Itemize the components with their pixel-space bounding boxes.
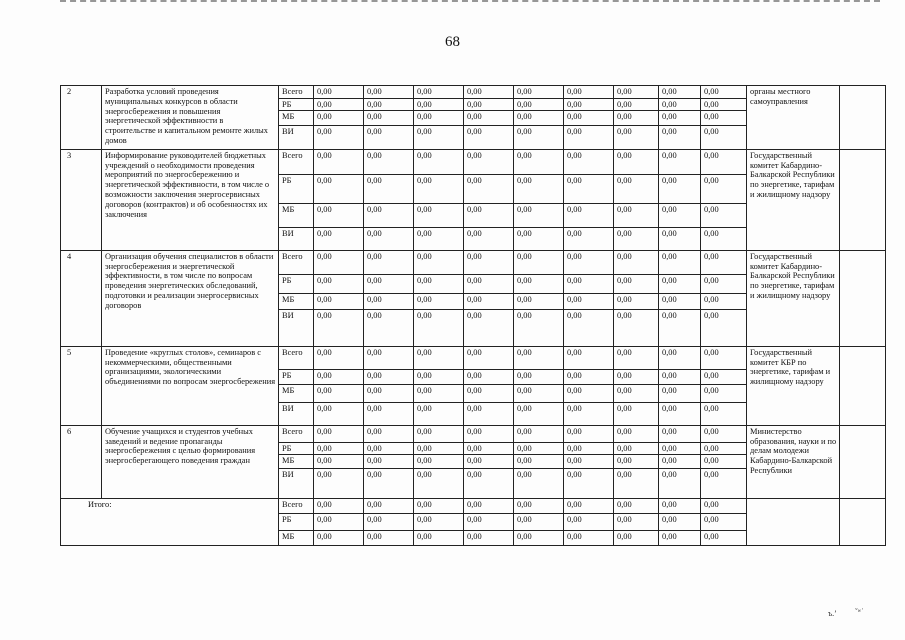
- executor-cell: Государственный комитет КБР по энергетике, тарифам и жилищному надзору: [747, 346, 840, 425]
- value-cell: 0,00: [364, 149, 414, 174]
- value-cell: 0,00: [659, 149, 701, 174]
- value-cell: 0,00: [659, 110, 701, 125]
- value-cell: 0,00: [414, 99, 464, 111]
- value-cell: 0,00: [414, 309, 464, 346]
- value-cell: 0,00: [364, 227, 414, 250]
- funding-source-label: ВИ: [279, 227, 314, 250]
- value-cell: 0,00: [414, 346, 464, 369]
- value-cell: 0,00: [464, 174, 514, 203]
- value-cell: 0,00: [464, 384, 514, 402]
- value-cell: 0,00: [514, 402, 564, 425]
- value-cell: 0,00: [659, 384, 701, 402]
- funding-source-label: РБ: [279, 99, 314, 111]
- value-cell: 0,00: [314, 174, 364, 203]
- value-cell: 0,00: [614, 384, 659, 402]
- funding-source-label: Всего: [279, 250, 314, 274]
- value-cell: 0,00: [414, 402, 464, 425]
- value-cell: 0,00: [314, 442, 364, 454]
- value-cell: 0,00: [414, 174, 464, 203]
- value-cell: 0,00: [314, 203, 364, 227]
- value-cell: 0,00: [314, 110, 364, 125]
- value-cell: 0,00: [514, 468, 564, 498]
- value-cell: 0,00: [701, 203, 747, 227]
- value-cell: 0,00: [314, 454, 364, 468]
- value-cell: 0,00: [414, 110, 464, 125]
- value-cell: 0,00: [564, 402, 614, 425]
- value-cell: 0,00: [464, 99, 514, 111]
- value-cell: 0,00: [464, 454, 514, 468]
- value-cell: 0,00: [564, 149, 614, 174]
- value-cell: 0,00: [364, 293, 414, 309]
- value-cell: 0,00: [659, 125, 701, 149]
- value-cell: 0,00: [314, 498, 364, 513]
- value-cell: 0,00: [364, 442, 414, 454]
- table-row: [61, 425, 886, 442]
- value-cell: 0,00: [659, 468, 701, 498]
- value-cell: 0,00: [564, 309, 614, 346]
- value-cell: 0,00: [464, 203, 514, 227]
- value-cell: 0,00: [464, 530, 514, 545]
- value-cell: 0,00: [464, 425, 514, 442]
- value-cell: 0,00: [464, 149, 514, 174]
- funding-source-label: ВИ: [279, 309, 314, 346]
- value-cell: 0,00: [364, 86, 414, 99]
- value-cell: 0,00: [314, 530, 364, 545]
- measure-description: Обучение учащихся и студентов учебных заведений и ведение пропаганды энергосбережения с целью формирования энергосберегающего поведения граждан: [102, 425, 279, 498]
- executor-cell: Министерство образования, науки и по делам молодежи Кабардино-Балкарской Республики: [747, 425, 840, 498]
- value-cell: 0,00: [614, 402, 659, 425]
- value-cell: 0,00: [701, 468, 747, 498]
- value-cell: 0,00: [364, 454, 414, 468]
- value-cell: 0,00: [701, 110, 747, 125]
- value-cell: 0,00: [614, 309, 659, 346]
- value-cell: 0,00: [364, 309, 414, 346]
- value-cell: 0,00: [514, 293, 564, 309]
- funding-source-label: ВИ: [279, 125, 314, 149]
- value-cell: 0,00: [464, 110, 514, 125]
- value-cell: 0,00: [564, 369, 614, 384]
- row-number: 6: [61, 425, 102, 498]
- row-number: 5: [61, 346, 102, 425]
- value-cell: 0,00: [314, 149, 364, 174]
- value-cell: 0,00: [314, 513, 364, 530]
- funding-source-label: МБ: [279, 110, 314, 125]
- value-cell: 0,00: [514, 227, 564, 250]
- value-cell: 0,00: [514, 203, 564, 227]
- value-cell: 0,00: [464, 250, 514, 274]
- value-cell: 0,00: [514, 149, 564, 174]
- empty-cell: [747, 498, 840, 545]
- value-cell: 0,00: [659, 442, 701, 454]
- funding-source-label: Всего: [279, 346, 314, 369]
- value-cell: 0,00: [414, 203, 464, 227]
- value-cell: 0,00: [659, 174, 701, 203]
- value-cell: 0,00: [659, 513, 701, 530]
- value-cell: 0,00: [364, 346, 414, 369]
- value-cell: 0,00: [364, 369, 414, 384]
- value-cell: 0,00: [614, 293, 659, 309]
- value-cell: 0,00: [614, 99, 659, 111]
- value-cell: 0,00: [464, 468, 514, 498]
- value-cell: 0,00: [464, 346, 514, 369]
- value-cell: 0,00: [364, 530, 414, 545]
- value-cell: 0,00: [614, 425, 659, 442]
- value-cell: 0,00: [414, 384, 464, 402]
- value-cell: 0,00: [364, 384, 414, 402]
- value-cell: 0,00: [364, 468, 414, 498]
- value-cell: 0,00: [701, 293, 747, 309]
- funding-source-label: МБ: [279, 203, 314, 227]
- value-cell: 0,00: [414, 442, 464, 454]
- value-cell: 0,00: [614, 250, 659, 274]
- value-cell: 0,00: [701, 346, 747, 369]
- value-cell: 0,00: [364, 425, 414, 442]
- value-cell: 0,00: [614, 530, 659, 545]
- value-cell: 0,00: [514, 125, 564, 149]
- value-cell: 0,00: [614, 174, 659, 203]
- value-cell: 0,00: [514, 110, 564, 125]
- value-cell: 0,00: [564, 513, 614, 530]
- funding-source-label: РБ: [279, 274, 314, 293]
- value-cell: 0,00: [659, 369, 701, 384]
- value-cell: 0,00: [614, 149, 659, 174]
- table-row: [61, 86, 886, 99]
- value-cell: 0,00: [701, 425, 747, 442]
- value-cell: 0,00: [464, 125, 514, 149]
- table-row: [61, 346, 886, 369]
- value-cell: 0,00: [364, 203, 414, 227]
- empty-cell: [840, 149, 886, 250]
- value-cell: 0,00: [314, 425, 364, 442]
- value-cell: 0,00: [564, 86, 614, 99]
- value-cell: 0,00: [464, 369, 514, 384]
- value-cell: 0,00: [464, 274, 514, 293]
- funding-source-label: Всего: [279, 498, 314, 513]
- value-cell: 0,00: [701, 498, 747, 513]
- executor-cell: органы местного самоуправления: [747, 86, 840, 150]
- table-row: [61, 149, 886, 174]
- value-cell: 0,00: [414, 454, 464, 468]
- value-cell: 0,00: [564, 99, 614, 111]
- value-cell: 0,00: [614, 110, 659, 125]
- value-cell: 0,00: [564, 125, 614, 149]
- value-cell: 0,00: [464, 498, 514, 513]
- scan-mark: ˇʷˈ: [855, 607, 864, 616]
- value-cell: 0,00: [414, 468, 464, 498]
- empty-cell: [840, 250, 886, 346]
- value-cell: 0,00: [364, 110, 414, 125]
- value-cell: 0,00: [514, 530, 564, 545]
- value-cell: 0,00: [659, 530, 701, 545]
- value-cell: 0,00: [364, 513, 414, 530]
- value-cell: 0,00: [659, 203, 701, 227]
- value-cell: 0,00: [464, 309, 514, 346]
- value-cell: 0,00: [614, 125, 659, 149]
- value-cell: 0,00: [314, 227, 364, 250]
- value-cell: 0,00: [564, 498, 614, 513]
- value-cell: 0,00: [701, 309, 747, 346]
- value-cell: 0,00: [564, 203, 614, 227]
- value-cell: 0,00: [701, 454, 747, 468]
- value-cell: 0,00: [414, 227, 464, 250]
- value-cell: 0,00: [564, 110, 614, 125]
- value-cell: 0,00: [314, 86, 364, 99]
- value-cell: 0,00: [701, 274, 747, 293]
- value-cell: 0,00: [659, 293, 701, 309]
- executor-cell: Государственный комитет Кабардино-Балкарской Республики по энергетике, тарифам и жилищному надзору: [747, 149, 840, 250]
- value-cell: 0,00: [614, 86, 659, 99]
- value-cell: 0,00: [564, 174, 614, 203]
- value-cell: 0,00: [564, 346, 614, 369]
- value-cell: 0,00: [701, 442, 747, 454]
- value-cell: 0,00: [314, 274, 364, 293]
- measures-table: [60, 85, 886, 546]
- funding-source-label: РБ: [279, 174, 314, 203]
- value-cell: 0,00: [464, 513, 514, 530]
- empty-cell: [840, 425, 886, 498]
- value-cell: 0,00: [514, 369, 564, 384]
- value-cell: 0,00: [701, 125, 747, 149]
- value-cell: 0,00: [364, 250, 414, 274]
- value-cell: 0,00: [464, 402, 514, 425]
- value-cell: 0,00: [514, 250, 564, 274]
- value-cell: 0,00: [659, 99, 701, 111]
- row-number: 2: [61, 86, 102, 150]
- value-cell: 0,00: [314, 250, 364, 274]
- value-cell: 0,00: [464, 442, 514, 454]
- value-cell: 0,00: [564, 468, 614, 498]
- value-cell: 0,00: [314, 369, 364, 384]
- value-cell: 0,00: [701, 513, 747, 530]
- value-cell: 0,00: [614, 369, 659, 384]
- value-cell: 0,00: [364, 99, 414, 111]
- value-cell: 0,00: [614, 203, 659, 227]
- value-cell: 0,00: [701, 227, 747, 250]
- value-cell: 0,00: [314, 402, 364, 425]
- value-cell: 0,00: [701, 250, 747, 274]
- measure-description: Разработка условий проведения муниципальных конкурсов в области энергосбережения и повышения энергетической эффективности в строительстве и капитальном ремонте жилых домов: [102, 86, 279, 150]
- page-number: 68: [445, 34, 460, 50]
- value-cell: 0,00: [564, 425, 614, 442]
- value-cell: 0,00: [364, 498, 414, 513]
- value-cell: 0,00: [364, 174, 414, 203]
- value-cell: 0,00: [414, 125, 464, 149]
- value-cell: 0,00: [659, 250, 701, 274]
- value-cell: 0,00: [314, 468, 364, 498]
- scan-edge-line: [60, 0, 880, 5]
- value-cell: 0,00: [614, 513, 659, 530]
- value-cell: 0,00: [314, 125, 364, 149]
- funding-source-label: МБ: [279, 530, 314, 545]
- funding-source-label: МБ: [279, 384, 314, 402]
- value-cell: 0,00: [514, 174, 564, 203]
- funding-source-label: МБ: [279, 454, 314, 468]
- value-cell: 0,00: [464, 86, 514, 99]
- value-cell: 0,00: [414, 149, 464, 174]
- value-cell: 0,00: [564, 530, 614, 545]
- value-cell: 0,00: [414, 530, 464, 545]
- measure-description: Проведение «круглых столов», семинаров с некоммерческими, общественными организациями, экологическими объединениями по вопросам энергосбережения: [102, 346, 279, 425]
- funding-source-label: РБ: [279, 513, 314, 530]
- value-cell: 0,00: [364, 274, 414, 293]
- value-cell: 0,00: [514, 86, 564, 99]
- empty-cell: [840, 86, 886, 150]
- value-cell: 0,00: [514, 498, 564, 513]
- value-cell: 0,00: [659, 498, 701, 513]
- value-cell: 0,00: [564, 250, 614, 274]
- value-cell: 0,00: [701, 402, 747, 425]
- value-cell: 0,00: [414, 86, 464, 99]
- value-cell: 0,00: [414, 250, 464, 274]
- value-cell: 0,00: [464, 227, 514, 250]
- value-cell: 0,00: [659, 454, 701, 468]
- value-cell: 0,00: [314, 99, 364, 111]
- value-cell: 0,00: [701, 99, 747, 111]
- measure-description: Организация обучения специалистов в области энергосбережения и энергетической эффективности, в том числе по вопросам проведения энергетических обследований, подготовки и реализации энергосервисных договоров: [102, 250, 279, 346]
- value-cell: 0,00: [659, 425, 701, 442]
- value-cell: 0,00: [414, 425, 464, 442]
- table-row: [61, 250, 886, 274]
- total-row: [61, 498, 886, 513]
- value-cell: 0,00: [659, 86, 701, 99]
- value-cell: 0,00: [614, 454, 659, 468]
- value-cell: 0,00: [659, 227, 701, 250]
- value-cell: 0,00: [414, 369, 464, 384]
- row-number: 4: [61, 250, 102, 346]
- value-cell: 0,00: [701, 86, 747, 99]
- value-cell: 0,00: [514, 309, 564, 346]
- value-cell: 0,00: [564, 384, 614, 402]
- value-cell: 0,00: [701, 384, 747, 402]
- value-cell: 0,00: [701, 149, 747, 174]
- value-cell: 0,00: [701, 174, 747, 203]
- value-cell: 0,00: [701, 530, 747, 545]
- value-cell: 0,00: [514, 99, 564, 111]
- value-cell: 0,00: [514, 384, 564, 402]
- funding-source-label: ВИ: [279, 468, 314, 498]
- funding-source-label: МБ: [279, 293, 314, 309]
- value-cell: 0,00: [614, 442, 659, 454]
- value-cell: 0,00: [659, 346, 701, 369]
- funding-source-label: Всего: [279, 86, 314, 99]
- value-cell: 0,00: [314, 346, 364, 369]
- funding-source-label: РБ: [279, 369, 314, 384]
- value-cell: 0,00: [414, 513, 464, 530]
- executor-cell: Государственный комитет Кабардино-Балкарской Республики по энергетике, тарифам и жилищному надзору: [747, 250, 840, 346]
- value-cell: 0,00: [514, 425, 564, 442]
- value-cell: 0,00: [564, 454, 614, 468]
- value-cell: 0,00: [614, 346, 659, 369]
- funding-source-label: РБ: [279, 442, 314, 454]
- value-cell: 0,00: [564, 442, 614, 454]
- value-cell: 0,00: [414, 274, 464, 293]
- value-cell: 0,00: [514, 513, 564, 530]
- value-cell: 0,00: [614, 274, 659, 293]
- value-cell: 0,00: [614, 468, 659, 498]
- value-cell: 0,00: [514, 454, 564, 468]
- value-cell: 0,00: [614, 227, 659, 250]
- value-cell: 0,00: [414, 498, 464, 513]
- value-cell: 0,00: [514, 442, 564, 454]
- value-cell: 0,00: [314, 309, 364, 346]
- value-cell: 0,00: [514, 346, 564, 369]
- value-cell: 0,00: [564, 293, 614, 309]
- empty-cell: [840, 346, 886, 425]
- funding-source-label: ВИ: [279, 402, 314, 425]
- total-label: Итого:: [61, 498, 279, 545]
- value-cell: 0,00: [364, 402, 414, 425]
- value-cell: 0,00: [659, 309, 701, 346]
- empty-cell: [840, 498, 886, 545]
- value-cell: 0,00: [514, 274, 564, 293]
- value-cell: 0,00: [364, 125, 414, 149]
- value-cell: 0,00: [659, 402, 701, 425]
- value-cell: 0,00: [659, 274, 701, 293]
- value-cell: 0,00: [414, 293, 464, 309]
- row-number: 3: [61, 149, 102, 250]
- value-cell: 0,00: [564, 274, 614, 293]
- funding-source-label: Всего: [279, 149, 314, 174]
- scan-mark: ъ.ʼ: [828, 609, 837, 618]
- value-cell: 0,00: [464, 293, 514, 309]
- measure-description: Информирование руководителей бюджетных учреждений о необходимости проведения мероприятий по энергосбережению и энергетической эффективности, в том числе о возможности заключения энергосервисных договоров (контрактов) и об особенностях их заключения: [102, 149, 279, 250]
- value-cell: 0,00: [701, 369, 747, 384]
- value-cell: 0,00: [314, 384, 364, 402]
- funding-source-label: Всего: [279, 425, 314, 442]
- value-cell: 0,00: [314, 293, 364, 309]
- value-cell: 0,00: [564, 227, 614, 250]
- value-cell: 0,00: [614, 498, 659, 513]
